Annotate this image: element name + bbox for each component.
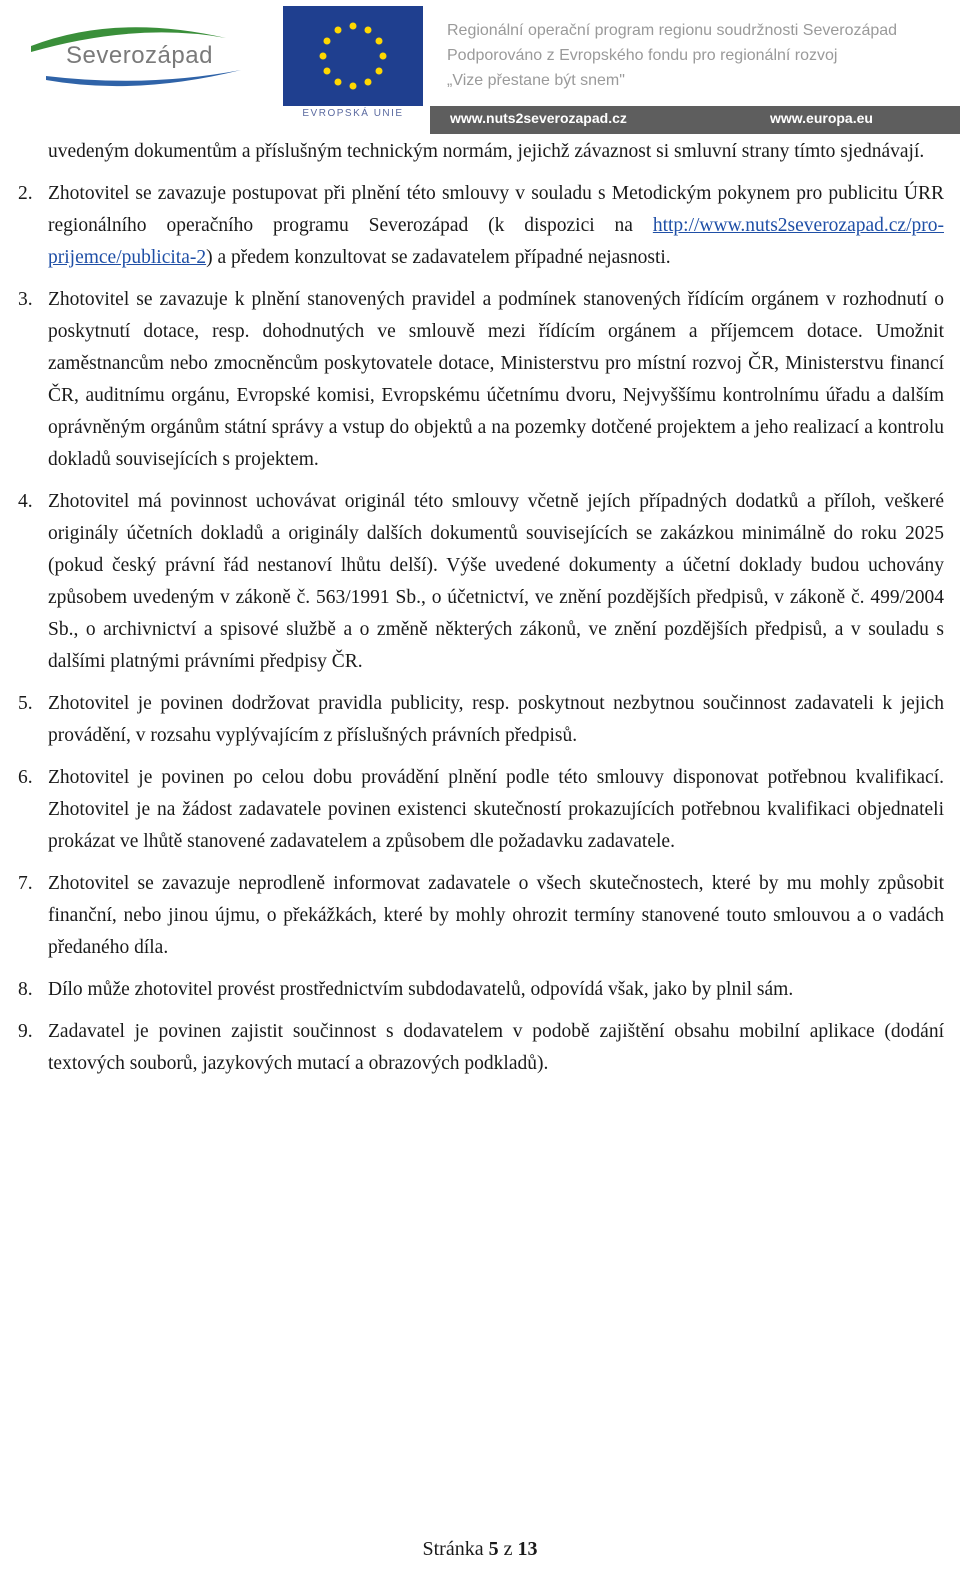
page-current: 5 (488, 1538, 499, 1560)
program-line-2: Podporováno z Evropského fondu pro regionální rozvoj (447, 47, 838, 64)
header-banner (0, 0, 960, 134)
program-line-3: „Vize přestane být snem" (447, 72, 625, 89)
item-text (48, 178, 944, 274)
item-number: 3. (18, 289, 33, 310)
list-item (18, 974, 944, 1006)
item-number: 2. (18, 183, 33, 204)
item-text: Dílo může zhotovitel provést prostřednictvím subdodavatelů, odpovídá však, jako by plnil sám. (48, 979, 794, 1000)
list-item (18, 868, 944, 964)
url-nuts2: www.nuts2severozapad.cz (450, 110, 627, 126)
program-line-1: Regionální operační program regionu soudržnosti Severozápad (447, 22, 898, 39)
item-text: Zhotovitel je povinen dodržovat pravidla publicity, resp. poskytnout nezbytnou součinnost zadavateli k jejich provádění, v rozsahu vyplývajícím z příslušných právních předpisů. (48, 693, 944, 746)
list-item (18, 178, 944, 274)
page-label: Stránka (422, 1538, 489, 1560)
program-info (447, 18, 897, 93)
list-item (18, 284, 944, 476)
list-item (18, 486, 944, 678)
eu-flag-icon (283, 6, 423, 106)
eu-label: EVROPSKÁ UNIE (302, 108, 404, 119)
item-text: Zhotovitel má povinnost uchovávat originál této smlouvy včetně jejích případných dodatků a příloh, veškeré originály účetních dokladů a originály dalších dokumentů souvisejících se zakázkou minimálně do roku 2025 (pokud český právní řád nestanoví lhůtu delší). Výše uvedené dokumenty a účetní doklady budou uchovány způsobem uvedeným v zákoně č. 563/1991 Sb., o účetnictví, ve znění pozdějších předpisů, v zákoně č. 499/2004 Sb., o archivnictví a spisové službě a o změně některých zákonů, ve znění pozdějších předpisů, a v souladu s dalšími platnými právními předpisy ČR. (48, 491, 944, 672)
list-item (18, 688, 944, 752)
item-text-before: Zhotovitel se zavazuje postupovat při plnění této smlouvy v souladu s Metodickým pokynem pro publicitu ÚRR regionálního operačního programu Severozápad (k dispozici na (48, 183, 944, 236)
page-separator: z (498, 1538, 518, 1560)
item-text: Zhotovitel se zavazuje neprodleně informovat zadavatele o všech skutečnostech, které by mu mohly způsobit finanční, nebo jinou újmu, o překážkách, které by mohly ohrozit termíny stanovené touto smlouvou a o vadách předaného díla. (48, 873, 944, 958)
continuation-text: uvedeným dokumentům a příslušným technickým normám, jejichž závaznost si smluvní strany tímto sjednávají. (48, 141, 925, 162)
item-number: 8. (18, 979, 33, 1000)
document-body (18, 136, 944, 1090)
item-text: Zadavatel je povinen zajistit součinnost s dodavatelem v podobě zajištění obsahu mobilní aplikace (dodání textových souborů, jazykových mutací a obrazových podkladů). (48, 1021, 944, 1074)
item-text: Zhotovitel je povinen po celou dobu provádění plnění podle této smlouvy disponovat potřebnou kvalifikací. Zhotovitel je na žádost zadavatele povinen existenci skutečností prokazujících potřebnou kvalifikaci objednateli prokázat ve lhůtě stanovené zadavatelem a způsobem dle požadavku zadavatele. (48, 767, 944, 852)
continuation-paragraph (18, 136, 944, 168)
item-number: 6. (18, 767, 33, 788)
page-total: 13 (517, 1538, 538, 1560)
page-footer (0, 1538, 960, 1561)
list-item (18, 1016, 944, 1080)
brand-name: Severozápad (66, 42, 213, 69)
publicity-link[interactable]: http://www.nuts2severozapad.cz/pro-prijemce/publicita-2 (48, 215, 944, 268)
item-number: 7. (18, 873, 33, 894)
url-europa: www.europa.eu (770, 110, 873, 126)
item-number: 5. (18, 693, 33, 714)
list-item (18, 762, 944, 858)
item-number: 4. (18, 491, 33, 512)
item-number: 9. (18, 1021, 33, 1042)
item-text: Zhotovitel se zavazuje k plnění stanovených pravidel a podmínek stanovených řídícím orgánem v rozhodnutí o poskytnutí dotace, resp. dohodnutých ve smlouvě mezi řídícím orgánem a příjemcem dotace. Umožnit zaměstnancům nebo zmocněncům poskytovatele dotace, Ministerstvu pro místní rozvoj ČR, Ministerstvu financí ČR, auditnímu orgánu, Evropské komisi, Evropskému účetnímu dvoru, Nejvyššímu kontrolnímu úřadu a dalším oprávněným orgánům státní správy a vstup do objektů a na pozemky dotčené projektem a jeho realizací a kontrolu dokladů souvisejících s projektem. (48, 289, 944, 470)
item-text-after: ) a předem konzultovat se zadavatelem případné nejasnosti. (206, 247, 671, 268)
